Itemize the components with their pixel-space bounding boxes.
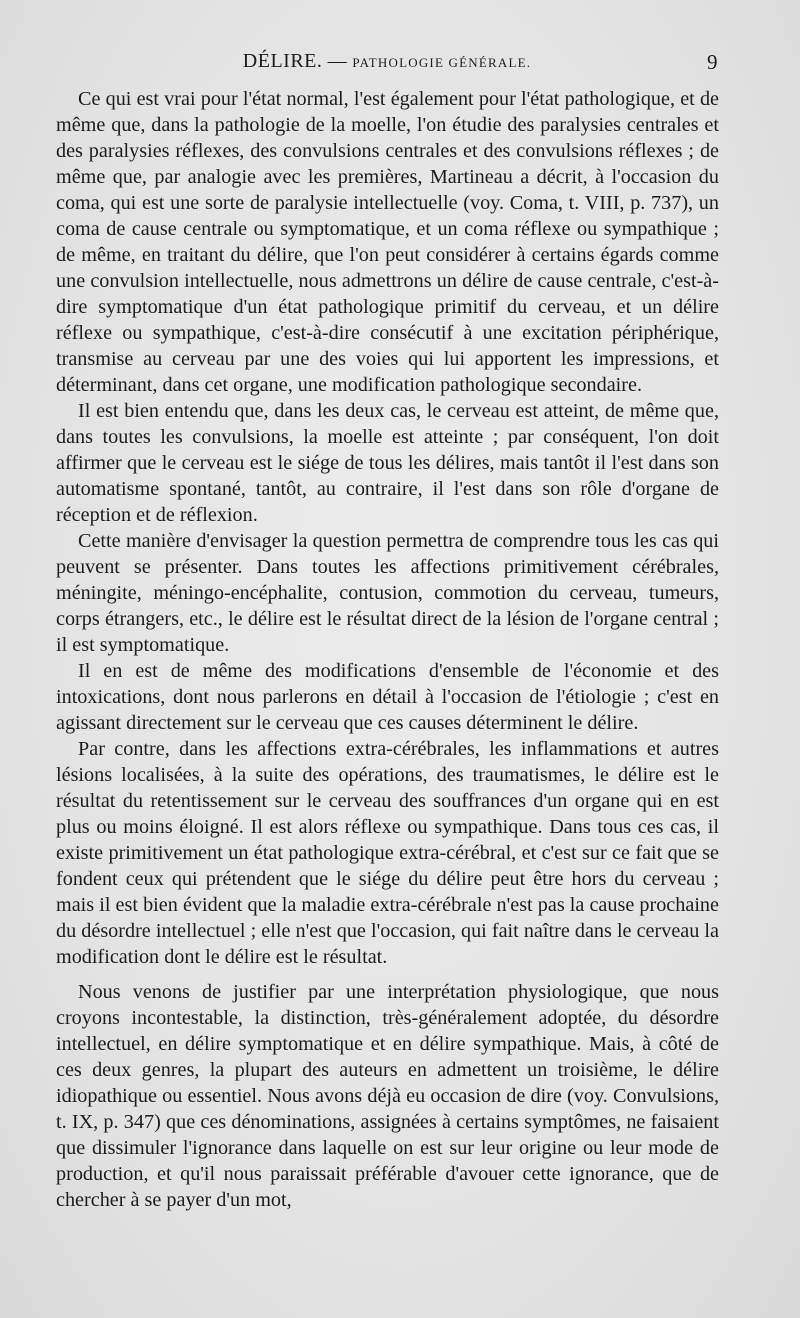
page-number: 9: [707, 50, 718, 74]
running-subtitle: PATHOLOGIE GÉNÉRALE.: [352, 55, 532, 70]
paragraph: Par contre, dans les affections extra-cérébrales, les inflammations et autres lésions localisées, à la suite des opérations, des traumatismes, le délire est le résultat du retentissement sur le cerveau des souffrances d'un organe qui en est plus ou moins éloigné. Il est alors réflexe ou sympathique. Dans tous ces cas, il existe primitivement un état pathologique extra-cérébral, et c'est sur ce fait que se fondent ceux qui prétendent que le siége du délire peut être hors du cerveau ; mais il est bien évident que la maladie extra-cérébrale n'est pas la cause prochaine du désordre intellectuel ; elle n'est que l'occasion, qui fait naître dans le cerveau la modification dont le délire est le résultat.: [56, 738, 719, 968]
paragraph: Ce qui est vrai pour l'état normal, l'est également pour l'état pathologique, et de même que, dans la pathologie de la moelle, l'on étudie des paralysies centrales et des paralysies réflexes, des convulsions centrales et des convulsions réflexes ; de même que, par analogie avec les premières, Martineau a décrit, à l'occasion du coma, qui est une sorte de paralysie intellectuelle (voy. Coma, t. VIII, p. 737), un coma de cause centrale ou symptomatique, et un coma réflexe ou sympathique ; de même, en traitant du délire, que l'on peut considérer à certains égards comme une convulsion intellectuelle, nous admettrons un délire de cause centrale, c'est-à-dire symptomatique d'un état pathologique primitif du cerveau, et un délire réflexe ou sympathique, c'est-à-dire consécutif à une excitation périphérique, transmise au cerveau par une des voies qui lui apportent les impressions, et déterminant, dans cet organe, une modification pathologique secondaire.: [56, 88, 719, 396]
paragraph: Cette manière d'envisager la question permettra de comprendre tous les cas qui peuvent se présenter. Dans toutes les affections primitivement cérébrales, méningite, méningo-encéphalite, contusion, commotion du cerveau, tumeurs, corps étrangers, etc., le délire est le résultat direct de la lésion de l'organe central ; il est symptomatique.: [56, 530, 719, 656]
running-header: [56, 50, 718, 80]
running-title: DÉLIRE.: [242, 50, 323, 72]
header-dash: —: [327, 51, 348, 72]
paragraph: Il en est de même des modifications d'ensemble de l'économie et des intoxications, dont nous parlerons en détail à l'occasion de l'étiologie ; c'est en agissant directement sur le cerveau que ces causes déterminent le délire.: [56, 660, 719, 734]
text-body: [56, 86, 719, 1213]
paragraph: Nous venons de justifier par une interprétation physiologique, que nous croyons incontestable, la distinction, très-généralement adoptée, du désordre intellectuel, en délire symptomatique et en délire sympathique. Mais, à côté de ces deux genres, la plupart des auteurs en admettent un troisième, le délire idiopathique ou essentiel. Nous avons déjà eu occasion de dire (voy. Convulsions, t. IX, p. 347) que ces dénominations, assignées à certains symptômes, ne faisaient que dissimuler l'ignorance dans laquelle on est sur leur origine ou leur mode de production, et qu'il nous paraissait préférable d'avouer cette ignorance, que de chercher à se payer d'un mot,: [56, 981, 719, 1211]
paragraph: Il est bien entendu que, dans les deux cas, le cerveau est atteint, de même que, dans toutes les convulsions, la moelle est atteinte ; par conséquent, l'on doit affirmer que le cerveau est le siége de tous les délires, mais tantôt il l'est dans son automatisme spontané, tantôt, au contraire, il l'est dans son rôle d'organe de réception et de réflexion.: [56, 400, 719, 526]
